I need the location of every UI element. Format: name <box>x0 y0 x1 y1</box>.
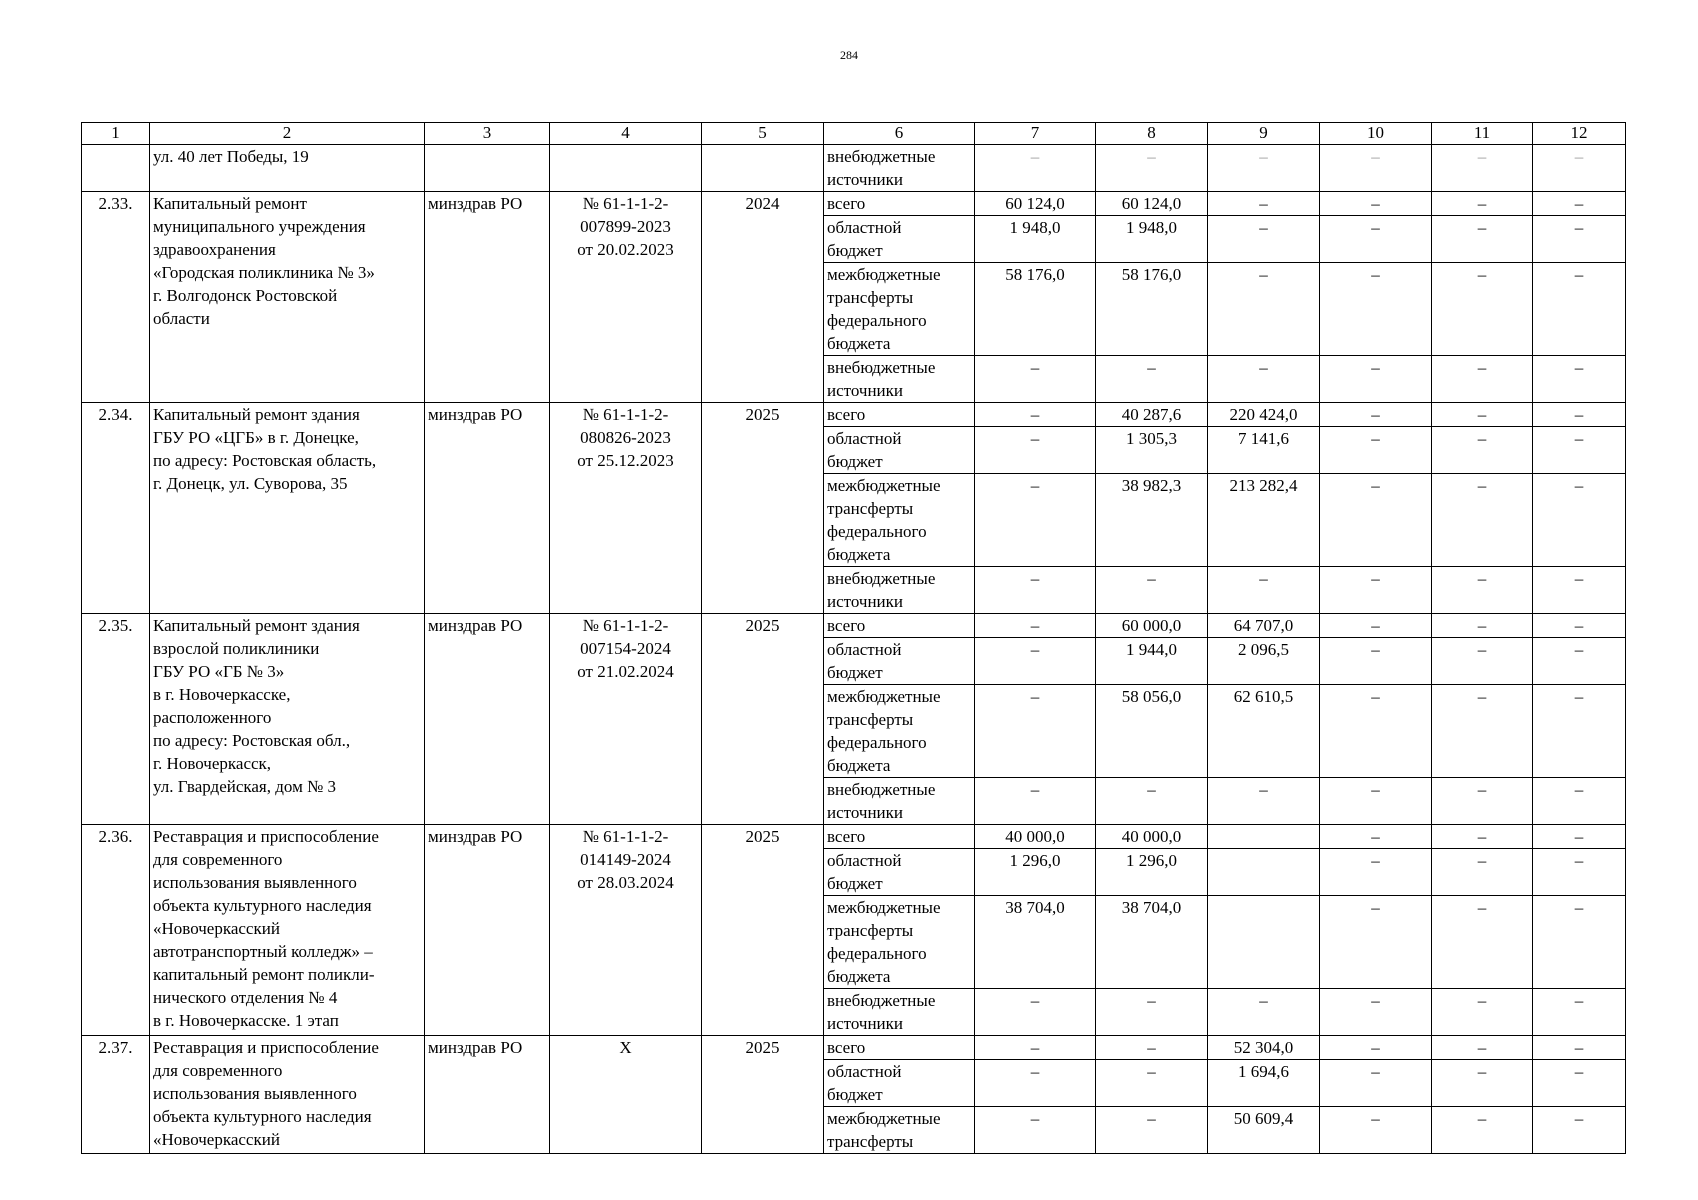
funding-source-cell: областной бюджет <box>824 427 975 474</box>
value-cell: – <box>975 403 1096 427</box>
value-cell: – <box>1432 1036 1533 1060</box>
value-cell: – <box>975 356 1096 403</box>
year-cell <box>702 145 824 192</box>
value-cell: – <box>1096 567 1208 614</box>
page-number: 284 <box>840 48 858 62</box>
value-cell: – <box>1432 614 1533 638</box>
value-cell: 7 141,6 <box>1208 427 1320 474</box>
document-cell <box>550 145 702 192</box>
column-number: 2 <box>150 123 425 145</box>
table-row <box>82 145 1626 192</box>
value-cell: – <box>975 638 1096 685</box>
value-cell: 60 000,0 <box>1096 614 1208 638</box>
value-cell <box>1208 896 1320 989</box>
value-cell: – <box>1533 1107 1626 1154</box>
value-cell: 1 296,0 <box>975 849 1096 896</box>
value-cell: 40 000,0 <box>975 825 1096 849</box>
column-number: 1 <box>82 123 150 145</box>
value-cell: – <box>1320 474 1432 567</box>
year-cell: 2025 <box>702 1036 824 1154</box>
funding-source-cell: внебюджетные источники <box>824 356 975 403</box>
value-cell: – <box>1533 849 1626 896</box>
funding-source-cell: всего <box>824 403 975 427</box>
value-cell: – <box>1320 1036 1432 1060</box>
value-cell: – <box>1533 778 1626 825</box>
organization-cell: минздрав РО <box>425 192 550 403</box>
value-cell: 58 176,0 <box>1096 263 1208 356</box>
value-cell: – <box>975 778 1096 825</box>
value-cell: 38 704,0 <box>1096 896 1208 989</box>
value-cell: 220 424,0 <box>1208 403 1320 427</box>
value-cell: – <box>975 427 1096 474</box>
column-number: 9 <box>1208 123 1320 145</box>
funding-source-cell: всего <box>824 825 975 849</box>
value-cell: – <box>1208 263 1320 356</box>
value-cell: – <box>1533 192 1626 216</box>
column-numbers-row <box>82 123 1626 145</box>
funding-source-cell: всего <box>824 192 975 216</box>
value-cell: 58 176,0 <box>975 263 1096 356</box>
value-cell: – <box>1533 825 1626 849</box>
project-number-cell: 2.34. <box>82 403 150 614</box>
table-row <box>82 614 1626 638</box>
column-number: 10 <box>1320 123 1432 145</box>
value-cell: – <box>1320 216 1432 263</box>
table-row <box>82 1036 1626 1060</box>
value-cell: – <box>1208 192 1320 216</box>
value-cell: – <box>1432 1107 1533 1154</box>
column-number: 12 <box>1533 123 1626 145</box>
value-cell: 60 124,0 <box>975 192 1096 216</box>
value-cell: – <box>1208 356 1320 403</box>
value-cell: 1 944,0 <box>1096 638 1208 685</box>
project-number-cell: 2.33. <box>82 192 150 403</box>
value-cell: – <box>975 1036 1096 1060</box>
value-cell: – <box>1320 638 1432 685</box>
value-cell: – <box>1533 989 1626 1036</box>
project-name-cell: Капитальный ремонт муниципального учреждения здравоохранения «Городская поликлиника № 3» г. Волгодонск Ростовской области <box>150 192 425 403</box>
funding-source-cell: областной бюджет <box>824 1060 975 1107</box>
year-cell: 2025 <box>702 614 824 825</box>
value-cell: – <box>1320 1107 1432 1154</box>
value-cell: – <box>1320 778 1432 825</box>
organization-cell <box>425 145 550 192</box>
value-cell: 62 610,5 <box>1208 685 1320 778</box>
column-number: 3 <box>425 123 550 145</box>
value-cell: – <box>1320 896 1432 989</box>
project-name-cell: Реставрация и приспособление для современного использования выявленного объекта культурного наследия «Новочеркасский <box>150 1036 425 1154</box>
value-cell: – <box>1432 685 1533 778</box>
value-cell: – <box>1320 1060 1432 1107</box>
project-number-cell: 2.35. <box>82 614 150 825</box>
value-cell: – <box>1432 403 1533 427</box>
value-cell: – <box>1320 403 1432 427</box>
value-cell: – <box>1432 263 1533 356</box>
column-number: 7 <box>975 123 1096 145</box>
funding-source-cell: внебюджетные источники <box>824 778 975 825</box>
value-cell: 1 948,0 <box>975 216 1096 263</box>
value-cell: – <box>1096 989 1208 1036</box>
value-cell: – <box>1320 356 1432 403</box>
document-cell: Х <box>550 1036 702 1154</box>
value-cell: – <box>1533 614 1626 638</box>
value-cell: – <box>1320 263 1432 356</box>
document-cell: № 61-1-1-2- 014149-2024 от 28.03.2024 <box>550 825 702 1036</box>
project-number-cell: 2.36. <box>82 825 150 1036</box>
funding-source-cell: областной бюджет <box>824 216 975 263</box>
column-number: 6 <box>824 123 975 145</box>
value-cell: – <box>1096 778 1208 825</box>
value-cell: – <box>1533 1036 1626 1060</box>
value-cell: – <box>975 474 1096 567</box>
value-cell: 38 982,3 <box>1096 474 1208 567</box>
organization-cell: минздрав РО <box>425 403 550 614</box>
value-cell: – <box>1320 192 1432 216</box>
year-cell: 2025 <box>702 403 824 614</box>
value-cell: – <box>1320 614 1432 638</box>
value-cell: 38 704,0 <box>975 896 1096 989</box>
document-cell: № 61-1-1-2- 080826-2023 от 25.12.2023 <box>550 403 702 614</box>
value-cell: 2 096,5 <box>1208 638 1320 685</box>
value-cell: – <box>1208 567 1320 614</box>
value-cell <box>1208 825 1320 849</box>
project-number-cell: 2.37. <box>82 1036 150 1154</box>
value-cell: – <box>1432 145 1533 192</box>
value-cell: 1 948,0 <box>1096 216 1208 263</box>
funding-source-cell: всего <box>824 614 975 638</box>
value-cell: – <box>1320 989 1432 1036</box>
value-cell: – <box>1208 989 1320 1036</box>
value-cell: – <box>975 685 1096 778</box>
table-row <box>82 192 1626 216</box>
table-row <box>82 825 1626 849</box>
value-cell: 40 000,0 <box>1096 825 1208 849</box>
value-cell: – <box>1096 1107 1208 1154</box>
value-cell: – <box>975 614 1096 638</box>
value-cell: – <box>1432 356 1533 403</box>
project-name-cell: ул. 40 лет Победы, 19 <box>150 145 425 192</box>
value-cell: – <box>1320 145 1432 192</box>
value-cell: – <box>1208 216 1320 263</box>
funding-source-cell: всего <box>824 1036 975 1060</box>
value-cell: – <box>1096 356 1208 403</box>
project-name-cell: Капитальный ремонт здания ГБУ РО «ЦГБ» в г. Донецке, по адресу: Ростовская область, г. Донецк, ул. Суворова, 35 <box>150 403 425 614</box>
value-cell: – <box>1432 427 1533 474</box>
value-cell: – <box>1533 263 1626 356</box>
value-cell: – <box>1096 145 1208 192</box>
value-cell: – <box>1533 1060 1626 1107</box>
funding-source-cell: областной бюджет <box>824 638 975 685</box>
value-cell: – <box>975 145 1096 192</box>
funding-source-cell: областной бюджет <box>824 849 975 896</box>
value-cell: 60 124,0 <box>1096 192 1208 216</box>
value-cell: – <box>1533 685 1626 778</box>
funding-source-cell: межбюджетные трансферты федерального бюджета <box>824 263 975 356</box>
value-cell: – <box>1432 849 1533 896</box>
value-cell: 52 304,0 <box>1208 1036 1320 1060</box>
value-cell: – <box>1533 638 1626 685</box>
project-number-cell <box>82 145 150 192</box>
value-cell: – <box>975 1060 1096 1107</box>
funding-source-cell: внебюджетные источники <box>824 567 975 614</box>
value-cell: – <box>1533 474 1626 567</box>
value-cell: – <box>1533 356 1626 403</box>
value-cell: – <box>1533 216 1626 263</box>
value-cell: – <box>1432 778 1533 825</box>
value-cell: – <box>1432 192 1533 216</box>
value-cell: 58 056,0 <box>1096 685 1208 778</box>
funding-source-cell: внебюджетные источники <box>824 145 975 192</box>
column-number: 5 <box>702 123 824 145</box>
value-cell: – <box>1096 1060 1208 1107</box>
value-cell: – <box>1432 567 1533 614</box>
value-cell: – <box>1533 896 1626 989</box>
value-cell: – <box>1208 145 1320 192</box>
budget-table <box>81 122 1626 1154</box>
value-cell: – <box>1432 216 1533 263</box>
value-cell: – <box>1096 1036 1208 1060</box>
value-cell: – <box>975 1107 1096 1154</box>
organization-cell: минздрав РО <box>425 614 550 825</box>
column-number: 11 <box>1432 123 1533 145</box>
value-cell: – <box>1320 685 1432 778</box>
value-cell: – <box>1320 567 1432 614</box>
value-cell: 213 282,4 <box>1208 474 1320 567</box>
value-cell: – <box>1432 638 1533 685</box>
value-cell: – <box>1320 427 1432 474</box>
organization-cell: минздрав РО <box>425 1036 550 1154</box>
value-cell: – <box>1432 989 1533 1036</box>
value-cell: – <box>975 989 1096 1036</box>
value-cell: 50 609,4 <box>1208 1107 1320 1154</box>
value-cell: – <box>1432 474 1533 567</box>
funding-source-cell: внебюджетные источники <box>824 989 975 1036</box>
document-cell: № 61-1-1-2- 007154-2024 от 21.02.2024 <box>550 614 702 825</box>
value-cell: – <box>1533 145 1626 192</box>
value-cell: – <box>1208 778 1320 825</box>
value-cell: 1 694,6 <box>1208 1060 1320 1107</box>
value-cell: – <box>1533 403 1626 427</box>
value-cell: – <box>1432 896 1533 989</box>
value-cell: 64 707,0 <box>1208 614 1320 638</box>
organization-cell: минздрав РО <box>425 825 550 1036</box>
value-cell <box>1208 849 1320 896</box>
project-name-cell: Реставрация и приспособление для современного использования выявленного объекта культурного наследия «Новочеркасский автотранспортный колледж» – капитальный ремонт поликли- нического отделения № 4 в г. Новочеркасске. 1 этап <box>150 825 425 1036</box>
value-cell: – <box>1533 427 1626 474</box>
value-cell: 40 287,6 <box>1096 403 1208 427</box>
value-cell: – <box>1432 1060 1533 1107</box>
year-cell: 2024 <box>702 192 824 403</box>
value-cell: – <box>1320 825 1432 849</box>
column-number: 8 <box>1096 123 1208 145</box>
funding-source-cell: межбюджетные трансферты <box>824 1107 975 1154</box>
project-name-cell: Капитальный ремонт здания взрослой поликлиники ГБУ РО «ГБ № 3» в г. Новочеркасске, расположенного по адресу: Ростовская обл., г. Новочеркасск, ул. Гвардейская, дом № 3 <box>150 614 425 825</box>
value-cell: – <box>975 567 1096 614</box>
funding-source-cell: межбюджетные трансферты федерального бюджета <box>824 685 975 778</box>
funding-source-cell: межбюджетные трансферты федерального бюджета <box>824 474 975 567</box>
value-cell: – <box>1432 825 1533 849</box>
year-cell: 2025 <box>702 825 824 1036</box>
value-cell: 1 296,0 <box>1096 849 1208 896</box>
value-cell: 1 305,3 <box>1096 427 1208 474</box>
value-cell: – <box>1533 567 1626 614</box>
document-cell: № 61-1-1-2- 007899-2023 от 20.02.2023 <box>550 192 702 403</box>
funding-source-cell: межбюджетные трансферты федерального бюджета <box>824 896 975 989</box>
table-row <box>82 403 1626 427</box>
column-number: 4 <box>550 123 702 145</box>
value-cell: – <box>1320 849 1432 896</box>
